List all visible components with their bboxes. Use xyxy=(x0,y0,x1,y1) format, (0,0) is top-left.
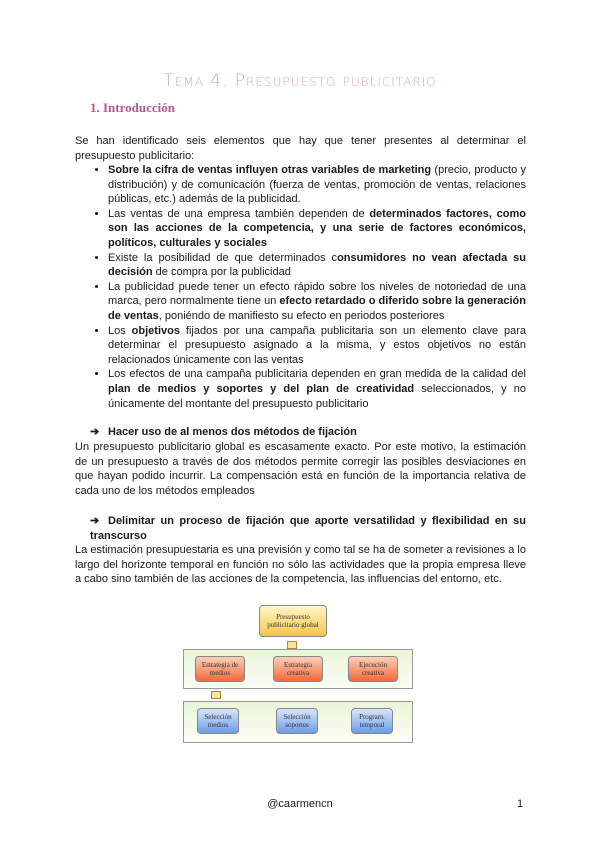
diagram-box: Selección medios xyxy=(197,708,239,734)
text: Las ventas de una empresa también dependen de xyxy=(108,207,370,220)
bold-text: objetivos xyxy=(131,324,180,337)
list-item xyxy=(108,324,526,368)
text: Los xyxy=(108,324,132,337)
factor-list xyxy=(75,163,526,411)
text: (precio, producto y distribución) y de comunicación (fuerza de ventas, promoción de ventas, relaciones públicas, etc.) además de la publicidad. xyxy=(108,164,526,206)
text: La publicidad puede tener un efecto rápido sobre los niveles de notoriedad de una marca, pero normalmente tiene un xyxy=(108,280,526,308)
text: Los efectos de una campaña publicitaria dependen en gran medida de la calidad del xyxy=(108,368,526,381)
bold-text: efecto retardado o diferido sobre la generación de ventas xyxy=(108,295,526,322)
down-arrow-icon xyxy=(211,691,221,699)
bold-text: onsumidores no vean afectada su decisión xyxy=(108,251,526,279)
arrow-icon: ➔ xyxy=(90,426,100,438)
text: Existe la posibilidad de que determinados c xyxy=(108,251,338,264)
list-item xyxy=(108,280,526,324)
diagram-box: Estrategia de medios xyxy=(195,656,245,682)
list-item xyxy=(108,163,526,207)
footer-author: @caarmencn xyxy=(267,798,333,810)
page-number: 1 xyxy=(517,798,524,810)
subheading-methods: ➔ Hacer uso de al menos dos métodos de fijación xyxy=(90,426,357,438)
diagram-box: Program. temporal xyxy=(351,708,393,734)
down-arrow-icon xyxy=(287,641,297,649)
arrow-icon: ➔ xyxy=(90,515,100,527)
methods-paragraph: Un presupuesto publicitario global es escasamente exacto. Por este motivo, la estimación de un presupuesto a través de dos métodos permite corregir las posibles desviaciones en que hayan podido incurrir. La compensación está en función de la importancia relativa de cada uno de los métodos empleados xyxy=(75,441,526,497)
bold-text: Sobre la cifra de ventas influyen otras variables de marketing xyxy=(108,164,432,176)
text: fijados por una campaña publicitaria son un elemento clave para determinar el presupuesto asignado a la misma, y estos objetivos no están relacionados únicamente con las ventas xyxy=(108,324,526,366)
list-item xyxy=(108,207,526,251)
text: , poniéndo de manifiesto su efecto en periodos posteriores xyxy=(158,309,445,322)
bold-text: plan de medios y soportes y del plan de creatividad xyxy=(108,382,415,395)
page-title: Tema 4. Presupuesto publicitario xyxy=(163,71,437,91)
text: seleccionados, y no únicamente del montante del presupuesto publicitario xyxy=(108,382,526,410)
bold-text: determinados factores, como son las acciones de la competencia, y una serie de factores económicos, políticos, culturales y sociales xyxy=(108,207,526,249)
diagram-box: Selección soportes xyxy=(276,708,318,734)
diagram-box: Ejecución creativa xyxy=(348,656,398,682)
diagram-box-top: Presupuesto publicitario global xyxy=(259,605,327,637)
process-paragraph: La estimación presupuestaria es una previsión y como tal se ha de someter a revisiones a lo largo del horizonte temporal en función no sólo las actividades que la propia empresa lleve a cabo sino también de las acciones de la competencia, las influencias del entorno, etc. xyxy=(75,544,526,586)
diagram-box: Estrategia creativa xyxy=(273,656,323,682)
section-heading: 1. Introducción xyxy=(90,100,175,115)
text: de compra por la publicidad xyxy=(152,266,291,279)
list-item xyxy=(108,251,526,280)
budget-diagram xyxy=(183,603,413,743)
subheading-process: ➔ Delimitar un proceso de fijación que aporte versatilidad y flexibilidad en su transcurso xyxy=(90,515,526,542)
intro-paragraph: Se han identificado seis elementos que hay que tener presentes al determinar el presupuesto publicitario: xyxy=(75,135,526,162)
list-item xyxy=(108,367,526,411)
